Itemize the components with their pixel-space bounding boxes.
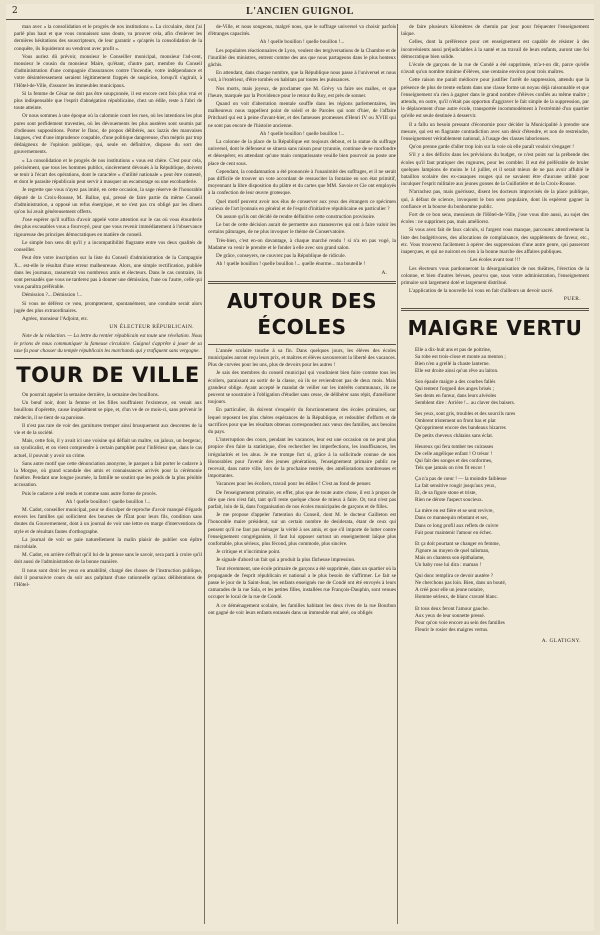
masthead bbox=[6, 4, 594, 20]
paragraph: J'ose espérer qu'il suffira d'avoir appelé votre attention sur le cas où vous étourderie des plus excusables vous a fourvoyé, pour que vous revenir immédiatement à l'observance rigoureuse des principes démocratiques en matière de conseil. bbox=[14, 217, 202, 238]
poem-line: Fait pour maintenir l'amour en échec. bbox=[415, 529, 493, 536]
paragraph: Or nous sommes à une époque où la calomnie court les rues, où les intentions les plus pures sont perfidement travesties, où les dévouements les plus austères sont soumis par d'odieuses suppositions. Porter le flanc, de propos délibérés, aux lazzis des mauvaises langues, c'est d'une imprudence coupable, d'une politique dangereuse, d'un mépris par trop dédaigneux de l'opinion publique, qui, seule en définitive, dispose du sort des gouvernements. bbox=[14, 113, 202, 156]
poem-stanza bbox=[415, 379, 589, 407]
paragraph: En attendant, dans chaque nombre, que la République nous passe à l'universel et nous voit, à l'extérieur, d'être tombés en habitats par toutes les puissances. bbox=[208, 70, 396, 84]
paragraph: Vacances pour les écoliers, travail pour les édiles ! C'est au fond de penser. bbox=[216, 481, 372, 488]
poem-line: Semblent dire : Arrière !... au claver des baisers. bbox=[415, 400, 515, 407]
poem-line: Fleurir le rosier des maigres vertus. bbox=[415, 626, 489, 633]
headline-tour-de-ville: TOUR DE VILLE bbox=[16, 362, 200, 387]
poem-stanza bbox=[415, 508, 589, 536]
paragraph: Si vous ne déférez ce vœu, promptement, spontanément, une conduite serait alors jugée des plus extraordinaires. bbox=[14, 300, 202, 314]
poem-line: Ses yeux, sont gris, troubles et des sourcils rares bbox=[415, 411, 516, 418]
newspaper-title: L'ANCIEN GUIGNOL bbox=[246, 6, 354, 17]
paragraph: Il nous sont droit les yeux en amabilité, chargé des choses de l'instruction publique, doit il poursuivre cours du soir aux palpitant d'une rationnelle qu'aux délibérations de l'Hôtel- bbox=[14, 567, 202, 589]
article-signature: A. bbox=[381, 269, 388, 276]
poem-line: Qu'oppriment encore des bandeaux bizarres bbox=[415, 425, 506, 432]
poem-signature: A. GLATIGNY. bbox=[541, 637, 581, 644]
paragraph: Démission ?... Démission !... bbox=[22, 292, 83, 299]
paragraph: Il n'est pas rare de voir des garnitures tremper ainsi brusquement aux descentes de la vie et de la société. bbox=[14, 422, 202, 436]
poem bbox=[401, 347, 589, 634]
paragraph: Mais, cette fois, il y avait ici une voisine qui défiait un maître, un jaloux, un bergerac, un syndicalist, et on vient comprendre à certain pamphlet pour l'inférieur que, dans le cas actuel, il pouvait y avoir un crime. bbox=[14, 438, 202, 459]
paragraph: M. Cadot, en arrière s'effrait qu'il lui de la presse sans le savoir, sera parti à croire qu'il doit aussi de l'administration de la bonne manière. bbox=[14, 552, 202, 566]
poem-stanza bbox=[415, 476, 589, 504]
poem-line: J'ignore au moyen de quel talisman, bbox=[415, 547, 490, 554]
poem-stanza bbox=[415, 411, 589, 439]
paragraph: Puis le cadavre a été rendu et comme sans autre forme de procès. bbox=[22, 490, 157, 497]
paragraph: Si la femme de César ne doit pas être soupçonnée, il est encore cent fois plus vrai et plus indispensable que l'esprit d'abnégation républicaine, chez un édile, reste à l'abri de toute atteinte. bbox=[14, 90, 202, 112]
poem-line: Ses dents en fureur, dans leurs alvéoles bbox=[415, 393, 497, 400]
poem-line: Sa robe est trois-close et monte au menton ; bbox=[415, 353, 506, 360]
paragraph: L'interruption des cours, pendant les vacances, leur est une occasion on ne peut plus propice d'en faire la statistique, d'en rechercher les imperfections, les insuffisances, les irrégularités et les abus. Je me trompe fort si, grâce à la sollicitude connue de nos Honorables pour l'avenir des jeunes générations, l'enseignement primaire public ne recevait, dans notre ville, lors de la prochaine rentrée, des améliorations nombreuses et importantes. bbox=[208, 437, 396, 480]
paragraph: M. Cadot, conseiller municipal, pour se disculper de reproche d'avoir manqué d'égards envers les familles qui sollicitent des bourses de l'État pour leurs fils, condition sans doutes du Gouvernement, dont à un journal de voir une lettre en marge d'interventions de style et de résultats fautes d'orthographe. bbox=[14, 506, 202, 535]
column-3 bbox=[401, 24, 589, 924]
paragraph: Si vous avez fait de faux calculs, si l'argent vous manque, parcourez attentivement la liste des budgétivores, des allocations de complaisance, des suppléments de faveur, etc., etc. Vous trouverez facilement à opérer des suppressions d'une autre genre, qui passeront inaperçues, et qui ne nuiront en rien à la bonne marche des affaires publiques. bbox=[401, 227, 589, 256]
paragraph: Je sais des membres du conseil municipal qui voudraient bien faire comme tous les écoliers, paraissant au sortir de la classe, où ils ne reviendront pas de deux mois. Mais grandeur oblige. Ayant accepté le mandat de veiller sur les intérêts communaux, ils ne peuvent se soustraire à l'obligation d'étudier sans cesse, de délibérer sans répit, d'améliorer toujours. bbox=[208, 370, 396, 406]
letter-signature: UN ÉLECTEUR RÉPUBLICAIN. bbox=[109, 324, 194, 331]
paragraph: Quel motif peuvent avoir nos élus de conserver aux yeux des étrangers ce spécimen curieux de l'art lyonnais en général et de l'esprit d'initiative républicaine en particulier ? bbox=[208, 198, 396, 212]
poem-line: Bien n'en a grellé la chaste lanterne. bbox=[415, 360, 490, 367]
paragraph: N'arrachez pas, mais guérissez, disent les docteurs improvisés de la place publique, qui, à défaut de science, invoquent le bon sens populaire, dont ils espèrent gagner la confiance et la bourse du bonhomme public. bbox=[401, 189, 589, 210]
paragraph: Ah ! quelle bouillon ! quelle bouillon !... bbox=[65, 498, 151, 505]
poem-line: Dans ce long profil aux reflets de cuivre bbox=[415, 522, 499, 529]
poem-line: Elle est droite ainsi qu'un rêve au laiton. bbox=[415, 367, 499, 374]
poem-line: Tels que jamais on n'en fit encor ! bbox=[415, 464, 486, 471]
paragraph: De l'enseignement primaire, en effet, plus que de toute autre chose, il est à propos de dire que rien n'est fait, tant qu'il reste quelque chose de mieux à faire. Or, tout n'est pas parfait, loin de là, dans l'organisation de nos écoles municipales de garçons et de filles. bbox=[208, 489, 396, 510]
paragraph: Agréez, monsieur l'Adjoint, etc. bbox=[22, 315, 89, 322]
paragraph: Cependant, la condamnation a été prononcée à l'unanimité des suffrages, et il ne serait pas difficile de trouver un vote accordant de ressusciter la fontaine en son état primitif, moyennant la libre disposition du plâtre et du cartes que MM. Savoie et Cie ont employés à la confection de leur œuvre grotesque. bbox=[208, 168, 396, 197]
poem-line: Et tous deux feront l'amour gauche. bbox=[415, 605, 489, 612]
paragraph: Il a fallu un besoin pressant d'économie pour décider la Municipalité à prendre une mesure, qui est en flagrante contradiction avec son désir d'étendre, et non de restreindre, l'enseignement véritablement national, à l'usage des classes laborieuses. bbox=[401, 121, 589, 143]
tour-de-ville-continued bbox=[208, 24, 396, 269]
autour-des-ecoles-continued bbox=[401, 24, 589, 295]
paragraph: L'école de garçons de la rue de Condé a été supprimée, m'a-t-on dit, parce qu'elle n'avait qu'un nombre minime d'élèves, une centaine environ pour trois maîtres. bbox=[401, 62, 589, 76]
poem-line: A créé pour elle un jeune notaire, bbox=[415, 587, 484, 594]
page-number: 2 bbox=[12, 6, 18, 16]
paragraph: Très-bien, c'est en-on davantage, à chaque marché rendu ! si n'a en pas vogé, la Madame va venir le prendre et le fonder à elle avec son grand salon. bbox=[208, 237, 396, 251]
poem-line: Ne cherchons pas loin. Bien, dans un bouté, bbox=[415, 580, 507, 587]
paragraph: Le simple bon sens dit qu'il y a incompatibilité flagrante entre vos deux qualités de conseiller. bbox=[14, 239, 202, 254]
poem-line: Et, de sa figure stone et triste, bbox=[415, 490, 477, 497]
headline-autour-des-ecoles: AUTOUR DES ÉCOLES bbox=[226, 288, 378, 339]
column-divider bbox=[204, 24, 205, 924]
paragraph: A ce déménagement scolaire, les familles habitant les deux rives de la rue Bourbon ont gagné de voir leurs enfants entassés dans un immeuble mal aéré, ou obligés bbox=[208, 602, 396, 616]
section-rule bbox=[14, 358, 202, 359]
poem-line: Dans ce mannequin rebutant et sec, bbox=[415, 515, 489, 522]
tour-de-ville-body bbox=[14, 392, 202, 589]
paragraph: Quand on voit d'aberration mentale souffle dans les régions parlementaires, les malheureux nous rappellent point de soleil et de Paroles qui sont d'hier, de l'affaire Pritchard qui est à peine d'avant-hier, et des fameuses promesses d'Henri IV ou XVIII qui ne sont pas encore de l'histoire ancienne. bbox=[208, 101, 396, 129]
poem-line: Un baby rose lui dira : maman ! bbox=[415, 562, 482, 569]
poem-line: Ombrent tristement un front bas et plat bbox=[415, 418, 496, 425]
paragraph: La journal de voir se paie naturellement la malin plaisir de publier son épître microbiale. bbox=[14, 536, 202, 550]
paragraph: Les populaires réactionnaires de Lyon, veulent des tergiversations de la Chambre et de l'inutilité des ministres, entrent comme des ans que nous partageons dans le plus honteux gâchis. bbox=[208, 47, 396, 69]
poem-line: Pour qu'on voie encore au sein des familles bbox=[415, 619, 505, 626]
section-rule bbox=[208, 281, 396, 284]
poem-line: De celle angélique enfant ! O trésor ! bbox=[415, 450, 493, 457]
editorial-note: Note de la rédaction. — La lettre du rentier républicain est toute une révélation. Nous le prions de nous communiquer la fameuse circulaire. Guignol s'apprête à jouer de sa taxe fa pour chasser du temple républicain les marchands qui y trafiquent sans vergogne. bbox=[14, 333, 202, 354]
paragraph: Qu'on prenne garde d'aller trop loin sur la voie où elle paraît vouloir s'engager ! bbox=[409, 144, 575, 151]
section-rule bbox=[208, 344, 396, 345]
paragraph: Celles, dont la préférence pour cet enseignement est capable de résister à des inconvénients aussi préjudiciables à la santé et au travail de leurs enfants, auront une foi démocratique bien solide. bbox=[401, 39, 589, 60]
paragraph: En particulier, ils doivent s'enquérir du fonctionnement des écoles primaires, sur lequel reposent les plus chères espérances de la République, et redoubler d'efforts et de sacrifices pour que les résultats obtenus correspondent aux vœux des familles, aux besoins du pays. bbox=[208, 407, 396, 435]
newspaper-page bbox=[6, 4, 594, 931]
paragraph: Je critique et n'incrimine point. bbox=[216, 549, 281, 556]
paragraph: Ah ! quelle bouillon ! quelle bouillon !... bbox=[259, 130, 345, 137]
autour-des-ecoles-body bbox=[208, 348, 396, 617]
poem-stanza bbox=[415, 573, 589, 601]
paragraph: man avec « la consolidation et le progrès de nos institutions ». La circulaire, dont j'ai parlé plus haut et que vous connaissez sans doute, va prouver cela, afin d'enlever les dernières hésitations des souscripteurs, de leur garantir « qu'après la consolidation de la conquête, ils liquideront ou vendront avec profit ». bbox=[14, 24, 202, 52]
paragraph: S'il y a des déficits dans les prévisions du budget, ce n'est point sur la prébende des écoles qu'il faut pratiquer des rognures, pour les combler. Il eut été préférable de bruler quelques lampions de moins le 14 juillet, et il serait mieux de ne pas avoir affublé le bataillon scolaire des ex-casaques rouges qui ne savaient être d'aucune utilité pour inculquer l'esprit militaire aux jeunes gonses de la Guillotière et de la Croix-Rousse. bbox=[401, 152, 589, 188]
poem-line: Mais on chantera son épithalame, bbox=[415, 554, 485, 561]
section-rule bbox=[401, 308, 589, 311]
paragraph: Le but de cette décision aurait de permettre aux manœuvres qui ont à faire valoir les certains pâturages, de ne plus invoquer le thème de Conservatoire. bbox=[208, 222, 396, 236]
poem-line: Qui tentent l'orgueil des anges brisés ; bbox=[415, 385, 494, 392]
paragraph: Fort de ce bon sens, messieurs de l'Hôtel-de-Ville, j'ose vous dire aussi, au sujet des écoles : ne supprimez pas, mais améliorez. bbox=[401, 212, 589, 226]
poem-stanza bbox=[415, 347, 589, 375]
paragraph: La colonne de la place de la République est toujours debout, et la statue du suffrage universel, dont le défenseur se situera sans raison pour tyrannie, continue de se morfondre et désespérer, en attendant qu'une main compatissante veuille bien pourvoir au poste une place de cent sous. bbox=[208, 139, 396, 167]
poem-line: De petits cheveux châtains sans éclat. bbox=[415, 432, 494, 439]
poem-line: Qui fait des songes et des conformes, bbox=[415, 457, 493, 464]
paragraph: L'application de la nouvelle loi vous en fait d'ailleurs un devoir sacré. bbox=[409, 288, 554, 295]
poem-line: Homme sérieux, de blanc cravaté blanc. bbox=[415, 594, 499, 601]
poem-line: La fait sensitive rougir jusqu'aux yeux, bbox=[415, 483, 496, 490]
headline-maigre-vertu: MAIGRE VERTU bbox=[407, 315, 583, 340]
paragraph: L'année scolaire touche à sa fin. Dans quelques jours, les élèves des écoles municipales auront reçu leurs prix, et maîtres et élèves savoureront la liberté des vacances. Plus de corvées pour les uns, plus de devoirs pour les autres ! bbox=[208, 347, 396, 369]
poem-line: Elle a dix-huit ans et pas de poitrine, bbox=[415, 346, 492, 353]
poem-stanza bbox=[415, 541, 589, 569]
article-signature: PUER. bbox=[563, 296, 581, 303]
paragraph: On assure qu'ils ont décidé de rendre définitive cette construction provisoire. bbox=[216, 214, 376, 221]
column-divider bbox=[397, 24, 398, 924]
paragraph: Cette raison me paraît médiocre pour justifier l'arrêt de suppression, attendu que la présence de plus de trente enfants dans une classe forme un noyau déjà raisonnable et que l'enseignement n'a rien à gagner dans le grand nombre d'élèves confiés au même maître ; attendu, en outre, qu'il n'était pas opportun d'aggraver le fait simple de la suppression, par le déplacement d'une autre école, transportée incommodément à l'extrémité d'un quartier qu'elle est seule destinée à desservir. bbox=[401, 77, 589, 120]
paragraph: Nos morts, mais joyeux, de proclamer que M. Grévy va faire ses malles, et que l'heure, marquée par la Providence pour le retour du Roy, est près de sonner. bbox=[208, 85, 396, 99]
paragraph: On pourrait appeler la semaine dernière, la semaine des bouillons. bbox=[22, 391, 159, 398]
paragraph: de faire plusieurs kilomètres de chemin par jour pour fréquenter l'enseignement laïque. bbox=[401, 24, 589, 38]
poem-line: Qui donc remplira ce devoir austère ? bbox=[415, 573, 494, 580]
poem-line: La mère en est fière et se sent revivre, bbox=[415, 508, 494, 515]
poem-line: Et ça doit pourtant se changer en femme, bbox=[415, 540, 500, 547]
paragraph: Sans autre motif que cette dénonciation anonyme, le parquet a fait porter le cadavre à la Morgue, où grand scandale des amis et connaissances arrivés pour la cérémonie funèbre. Pendant une longue journée, la famille ne soutint que les poids de la plus pénible accusation. bbox=[14, 460, 202, 489]
paragraph: « La consolidation et le progrès de nos institutions » vous est chère. C'est pour cela, précisément, que tous les hommes publics, sincèrement dévoués à la République, doivent se tenir à l'écart des opérations, dont le caractère « d'utilité nationale » peut être contesté, et dont le parasite républicain peut servir à masquer un escamotage ou une escobarderie. bbox=[14, 157, 202, 186]
paragraph: Je regrette que vous n'ayez pas imité, en cette occasion, la sage réserve de l'honorable député de la Croix-Rousse, M. Ballue, qui, pressé de faire partie du même Conseil d'administration, a opposé un refus énergique, et ne s'est pas cru obligé par les dîners qu'on lui avait généreusement offerts. bbox=[14, 187, 202, 216]
paragraph: Je signale d'abord un fait qui a produit la plus fâcheuse impression. bbox=[216, 557, 356, 564]
paragraph: de-Ville, et nous songeons, malgré nous, que le suffrage universel va choisir parfois d'étranges capacités. bbox=[208, 24, 396, 38]
poem-line: Heureux qui fera tomber tes cuirasses bbox=[415, 443, 494, 450]
paragraph: Un bœuf noir, dont la femme et les filles souffraient l'existence, en venait aux bouillons d'opérette, cause inopinément se pipe, et, d'un ve de ce mois-ci, sans prévenir le médecin, il se tient de sa paroisse. bbox=[14, 400, 202, 421]
paragraph: Ah ! quelle bouillon ! quelle bouillon !... bbox=[259, 39, 345, 46]
paragraph: Peut être votre inscription sur la liste du Conseil d'administration de la Compagnie X... est-elle le résultat d'une erreur malheureuse. Alors, une simple rectification, publiée dans les journaux, rassurerait vos nombreux amis et électeurs. Dans le cas contraire, ils sont persuadés que vous ne tarderez pas à donner une démission, l'une ou l'autre, celle qui vous paraîtra préférable. bbox=[14, 255, 202, 291]
column-1 bbox=[14, 24, 202, 924]
poem-stanza bbox=[415, 444, 589, 472]
paragraph: Vous auriez dû prévoir, monsieur le Conseiller municipal, monsieur l'ad-cent, monsieur le cousin du monsieur Maire, qu'étant, d'autre part, membre du Conseil d'administration d'une compagnie d'assurances contre l'incendie, votre indépendance et votre désintéressement seraient légitimement frappés de suspicion, lorsqu'il s'agirait, à l'Hôtel-de-Ville, d'assurer les immeubles municipaux. bbox=[14, 53, 202, 89]
paragraph: Tout récemment, une école primaire de garçons a été supprimée, dans un quartier où la propagande de l'esprit républicain et national a le plus besoin de s'affirmer. Le fait se passe le jour de la Saint-Jean, les enfants enseignés rue de Condé ont été envoyés à leurs camarades de la rue Sala, et les petites filles, installées rue François-Dauphin, sont venues occuper le local de la rue de Condé. bbox=[208, 565, 396, 601]
column-2 bbox=[208, 24, 396, 924]
paragraph: Ah ! quelle bouillon ! quelle bouillon !... quelle énorme... ma bouteille ! bbox=[216, 261, 366, 268]
poem-line: Aux yeux de leur sonnette pressé. bbox=[415, 612, 486, 619]
letter-body bbox=[14, 24, 202, 323]
paragraph: De grâce, conseyers, ne couvrez pas la République de ridicule. bbox=[216, 253, 346, 260]
paragraph: Les écoles avant tout !!! bbox=[469, 257, 521, 264]
poem-line: Ça n'a pas de cœur ! — la moindre faiblesse bbox=[415, 476, 507, 483]
poem-line: Son épaule maigre a des courbes fallés bbox=[415, 378, 496, 385]
paragraph: Je me propose d'appeler l'attention du Conseil, dont M. le docteur Gailleton est l'honorable maire président, sur un certain nombre de desiderata, étant de ceux qui pensent qu'il ne faut pas ménager la vérité à ses amis, et que s'il importe de lutter contre l'enseignement congréganiste, il faut lui opposer surtout un enseignement laïque plus confortable, plus sérieux, plus fécond, plus commode, plus sincère. bbox=[208, 512, 396, 547]
paragraph: Les électeurs vous pardonneront la désorganisation de nos théâtres, l'érection de la colonne, et bien d'autres bévues, pourvu que, sous votre administration, l'enseignement primaire soit largement doté et largement distribué. bbox=[401, 265, 589, 286]
poem-line: Rien ne dérote l'aspect soucieux. bbox=[415, 497, 483, 504]
poem-stanza bbox=[415, 606, 589, 634]
